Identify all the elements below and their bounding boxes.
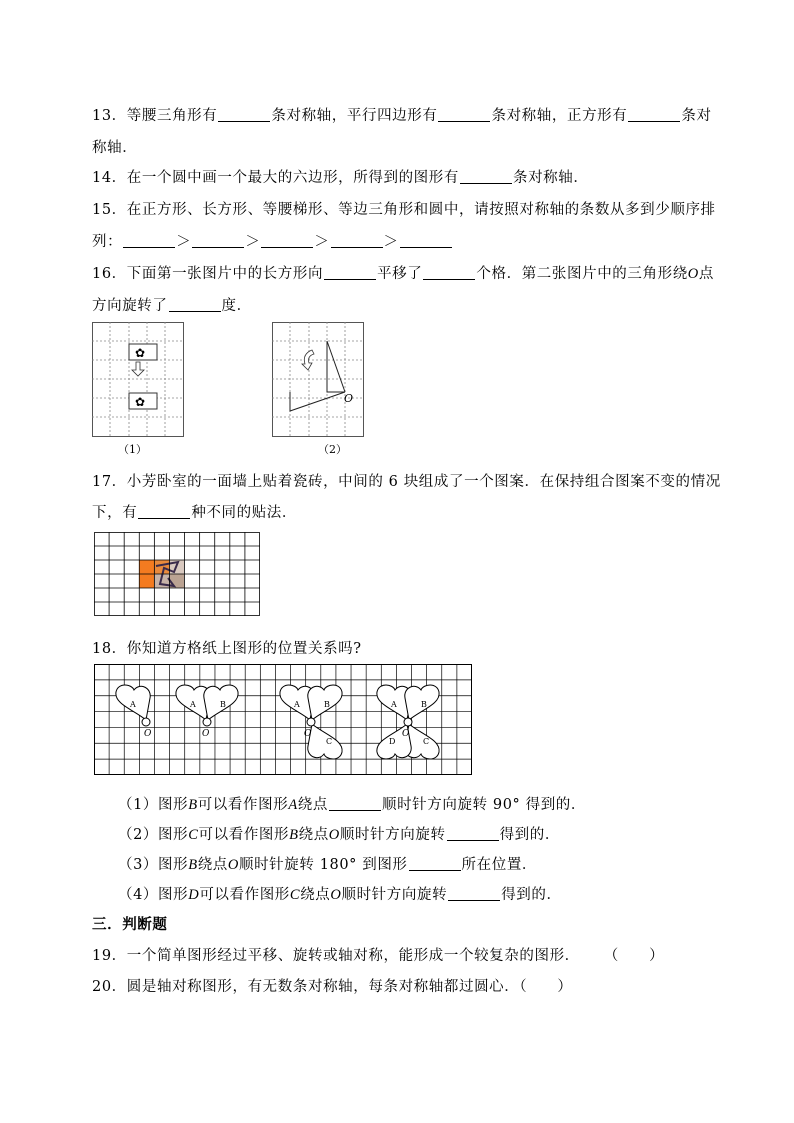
q20-answer-paren[interactable]: （ ） bbox=[519, 979, 573, 995]
svg-text:A: A bbox=[391, 700, 397, 709]
svg-text:O: O bbox=[304, 729, 312, 739]
svg-text:O: O bbox=[144, 729, 152, 739]
section-3-title: 三．判断题 bbox=[92, 916, 168, 933]
q20-line: 20．圆是轴对称图形，有无数条对称轴，每条对称轴都过圆心．（ ） bbox=[92, 979, 573, 995]
q17-blank[interactable] bbox=[138, 504, 190, 519]
q18-sub4: （4）图形D可以看作图形C绕点O顺时针方向旋转 得到的． bbox=[118, 887, 562, 903]
q16-caption-1: （1） bbox=[118, 443, 147, 456]
q15-blank-5[interactable] bbox=[400, 233, 452, 248]
picture-icon-top: ✿ bbox=[135, 346, 146, 360]
center-knot-1 bbox=[142, 718, 150, 726]
svg-text:D: D bbox=[389, 737, 396, 746]
q19-answer-paren[interactable]: （ ） bbox=[603, 948, 665, 964]
arrow-down-icon bbox=[132, 362, 144, 376]
q18-blank-2[interactable] bbox=[447, 826, 499, 841]
q18-sub1: （1）图形B可以看作图形A绕点 顺时针方向旋转 90° 得到的． bbox=[118, 797, 587, 813]
svg-text:A: A bbox=[294, 700, 300, 709]
q13-blank-1[interactable] bbox=[218, 107, 270, 122]
svg-text:O: O bbox=[402, 729, 410, 739]
q16-blank-3[interactable] bbox=[169, 297, 221, 312]
q17-tile-grid bbox=[94, 532, 260, 616]
q18-sub3: （3）图形B绕点O顺时针旋转 180° 到图形 所在位置． bbox=[118, 857, 538, 873]
q15-blank-4[interactable] bbox=[331, 233, 383, 248]
svg-text:A: A bbox=[190, 700, 196, 709]
q17-line1: 17．小芳卧室的一面墙上贴着瓷砖，中间的 6 块组成了一个图案．在保持组合图案不变的情况 bbox=[92, 474, 721, 490]
svg-text:C: C bbox=[326, 737, 333, 746]
svg-text:B: B bbox=[324, 700, 330, 709]
q18-sub2: （2）图形C可以看作图形B绕点O顺时针方向旋转 得到的． bbox=[118, 827, 560, 843]
q16-figure-2 bbox=[272, 322, 364, 437]
svg-text:B: B bbox=[220, 700, 226, 709]
q15-blank-2[interactable] bbox=[192, 233, 244, 248]
q14-line: 14．在一个圆中画一个最大的六边形，所得到的图形有 条对称轴． bbox=[92, 170, 589, 186]
q13-blank-3[interactable] bbox=[628, 107, 680, 122]
q15-blank-1[interactable] bbox=[123, 233, 175, 248]
q15-line1: 15．在正方形、长方形、等腰梯形、等边三角形和圆中，请按照对称轴的条数从多到少顺序排 bbox=[92, 202, 716, 218]
q16-figure-1 bbox=[92, 322, 184, 437]
q18-blank-1[interactable] bbox=[329, 796, 381, 811]
q13-blank-2[interactable] bbox=[438, 107, 490, 122]
q19-line: 19．一个简单图形经过平移、旋转或轴对称，能形成一个较复杂的图形． （ ） bbox=[92, 948, 665, 964]
q16-caption-2: （2） bbox=[318, 443, 347, 456]
q15-line2: 列： ＞ ＞ ＞ ＞ bbox=[92, 230, 453, 251]
q18-blank-3[interactable] bbox=[409, 856, 461, 871]
q18-title: 18．你知道方格纸上图形的位置关系吗? bbox=[92, 641, 362, 657]
svg-text:C: C bbox=[423, 737, 430, 746]
q15-blank-3[interactable] bbox=[261, 233, 313, 248]
q16-line2: 方向旋转了 度． bbox=[92, 298, 252, 314]
svg-text:B: B bbox=[421, 700, 427, 709]
q13-line1: 13．等腰三角形有 条对称轴，平行四边形有 条对称轴，正方形有 条对 bbox=[92, 108, 712, 124]
q16-blank-2[interactable] bbox=[423, 265, 475, 280]
q16-blank-1[interactable] bbox=[324, 265, 376, 280]
q14-blank[interactable] bbox=[460, 169, 512, 184]
svg-text:A: A bbox=[130, 700, 136, 709]
svg-text:O: O bbox=[202, 729, 210, 739]
q18-blank-4[interactable] bbox=[448, 886, 500, 901]
q18-figure bbox=[94, 664, 472, 775]
q16-line1: 16．下面第一张图片中的长方形向 平移了 个格．第二张图片中的三角形绕O点 bbox=[92, 266, 714, 282]
q16-point-o: O bbox=[344, 392, 354, 405]
q13-line2: 称轴． bbox=[92, 140, 138, 156]
q17-line2: 下，有 种不同的贴法． bbox=[92, 505, 298, 521]
picture-icon-bottom: ✿ bbox=[135, 395, 146, 409]
